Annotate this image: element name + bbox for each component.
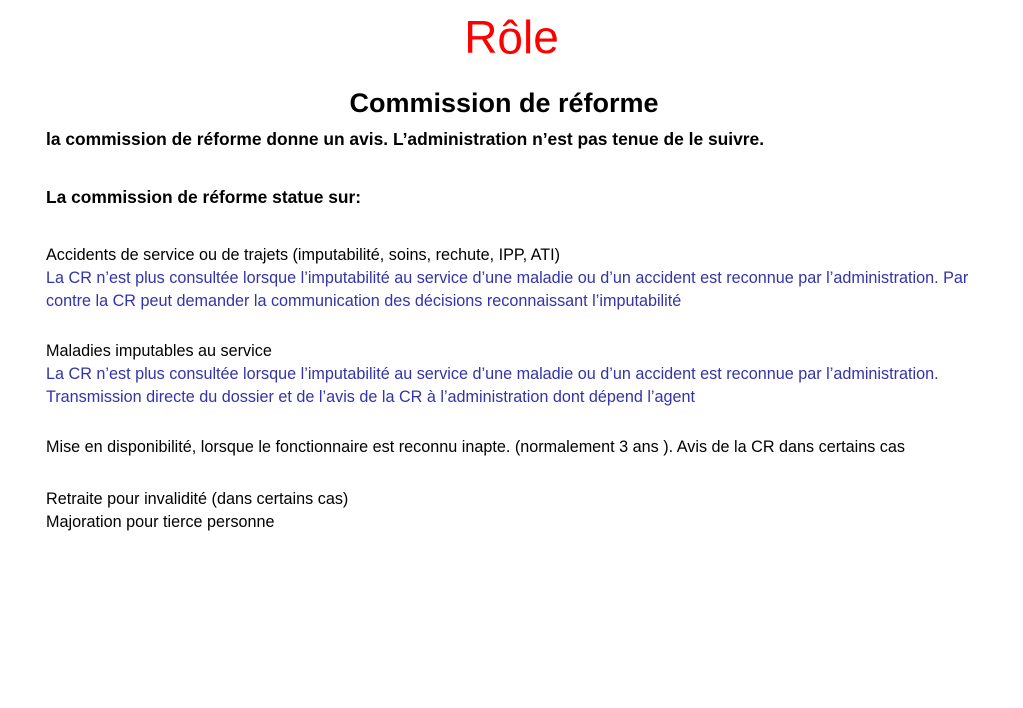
- slide-subtitle: Commission de réforme: [349, 88, 659, 118]
- item-accidents-note: La CR n’est plus consultée lorsque l’imputabilité au service d’une maladie ou d’un accident est reconnue par l’administration. Par contre la CR peut demander la communication des décisions reconnaissant l’imputabilité: [46, 269, 969, 310]
- slide-body: [46, 128, 976, 534]
- intro-text: la commission de réforme donne un avis. L’administration n’est pas tenue de le suivre.: [46, 129, 765, 149]
- item-majoration-label: Majoration pour tierce personne: [46, 513, 275, 531]
- item-maladies-label: Maladies imputables au service: [46, 342, 272, 360]
- slide-title: Rôle: [464, 11, 559, 63]
- item-retraite-label: Retraite pour invalidité (dans certains cas): [46, 490, 349, 508]
- item-disponibilite-label: Mise en disponibilité, lorsque le fonctionnaire est reconnu inapte. (normalement 3 ans ). Avis de la CR dans certains cas: [46, 438, 905, 456]
- item-accidents-label: Accidents de service ou de trajets (imputabilité, soins, rechute, IPP, ATI): [46, 246, 561, 264]
- item-maladies-note: La CR n’est plus consultée lorsque l’imputabilité au service d’une maladie ou d’un accident est reconnue par l’administration. Transmission directe du dossier et de l’avis de la CR à l’administration dont dépend l’agent: [46, 365, 939, 406]
- section-heading: La commission de réforme statue sur:: [46, 187, 362, 207]
